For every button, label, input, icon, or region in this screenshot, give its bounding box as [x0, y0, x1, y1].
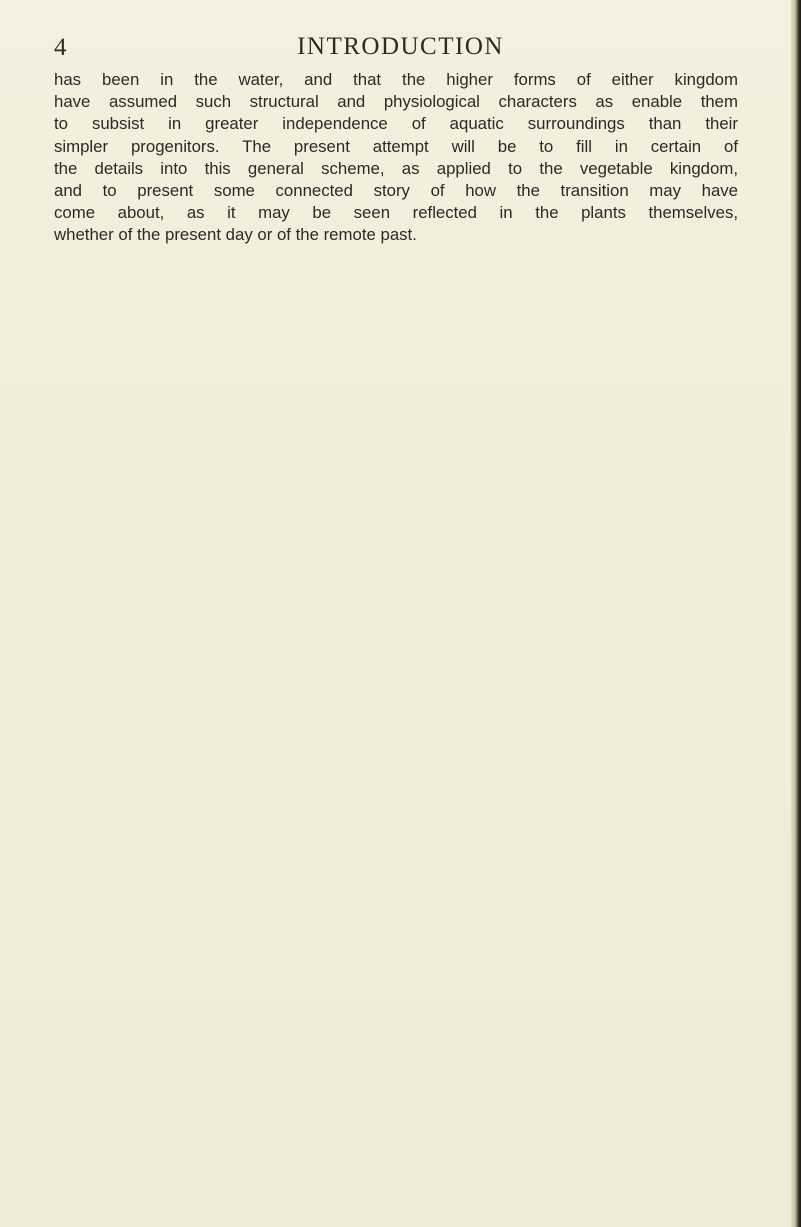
text-line: whether of the present day or of the remote past.	[54, 225, 417, 245]
text-line: has been in the water, and that the higher forms of either kingdom	[54, 70, 738, 89]
text-line: come about, as it may be seen reflected in the plants themselves,	[54, 203, 738, 223]
running-head: INTRODUCTION	[297, 33, 504, 60]
page-number: 4	[54, 34, 67, 61]
text-line: and to present some connected story of how the transition may have	[54, 181, 738, 201]
text-line: simpler progenitors. The present attempt will be to fill in certain of	[54, 136, 738, 156]
text-line: have assumed such structural and physiological characters as enable them	[54, 92, 738, 112]
body-paragraph	[54, 69, 738, 247]
page-edge-shadow	[791, 0, 801, 1227]
text-line: to subsist in greater independence of aquatic surroundings than their	[54, 114, 738, 134]
text-line: the details into this general scheme, as applied to the vegetable kingdom,	[54, 158, 738, 178]
